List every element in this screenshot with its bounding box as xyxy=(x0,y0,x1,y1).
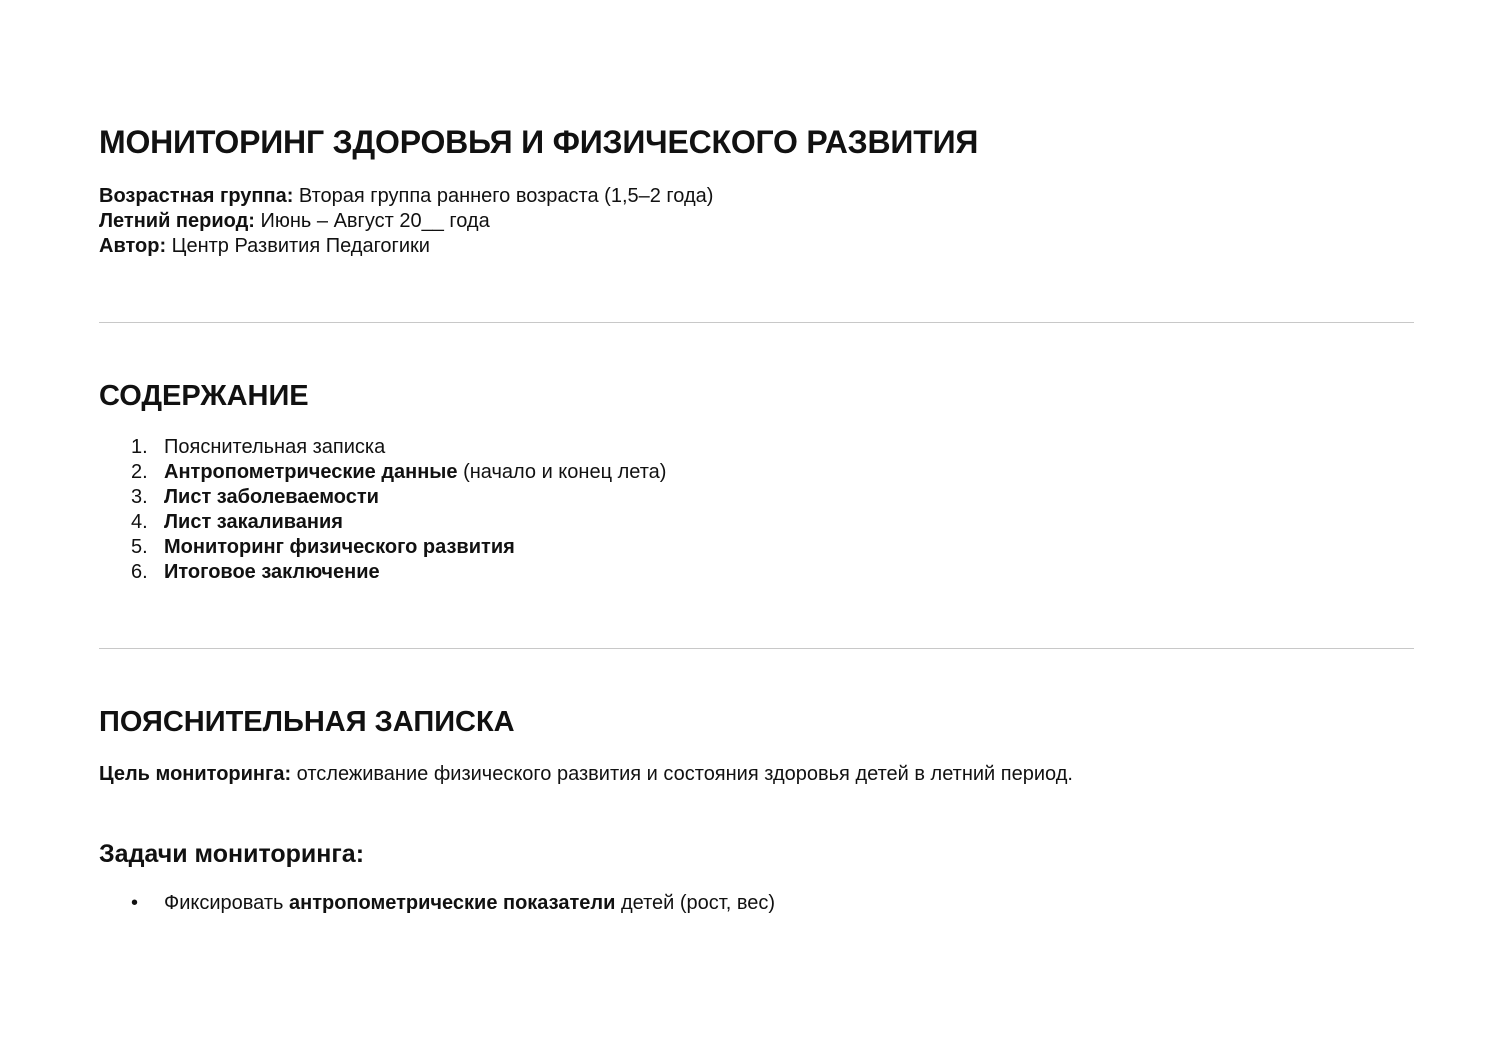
toc-list xyxy=(99,435,666,585)
toc-item xyxy=(99,560,666,585)
toc-item-bold: Антропометрические данные xyxy=(164,461,458,483)
toc-item-text: Пояснительная записка xyxy=(164,436,386,458)
section-divider xyxy=(99,322,1414,323)
bullet-icon: • xyxy=(131,892,139,914)
document-meta xyxy=(99,184,713,259)
goal-text: отслеживание физического развития и состояния здоровья детей в летний период. xyxy=(291,763,1073,785)
meta-author xyxy=(99,234,713,259)
toc-item xyxy=(99,535,666,560)
task-item xyxy=(99,891,775,916)
meta-period xyxy=(99,209,713,234)
toc-item xyxy=(99,460,666,485)
task-text-before: Фиксировать xyxy=(164,892,289,914)
toc-item xyxy=(99,485,666,510)
toc-item-text: (начало и конец лета) xyxy=(457,461,667,483)
toc-item-bold: Итоговое заключение xyxy=(164,561,380,583)
toc-heading: СОДЕРЖАНИЕ xyxy=(99,380,309,412)
toc-item-number: 2. xyxy=(131,461,148,483)
toc-item xyxy=(99,510,666,535)
note-heading: ПОЯСНИТЕЛЬНАЯ ЗАПИСКА xyxy=(99,706,515,738)
document-title: МОНИТОРИНГ ЗДОРОВЬЯ И ФИЗИЧЕСКОГО РАЗВИТИЯ xyxy=(99,124,979,160)
task-text-after: детей (рост, вес) xyxy=(615,892,776,914)
toc-item-bold: Лист закаливания xyxy=(164,511,343,533)
toc-item-number: 3. xyxy=(131,486,148,508)
toc-item-bold: Лист заболеваемости xyxy=(164,486,379,508)
task-text-bold: антропометрические показатели xyxy=(289,892,616,914)
meta-author-value: Центр Развития Педагогики xyxy=(166,235,430,257)
monitoring-goal xyxy=(99,762,1073,787)
meta-period-label: Летний период: xyxy=(99,210,255,232)
goal-label: Цель мониторинга: xyxy=(99,763,292,785)
toc-item-number: 1. xyxy=(131,436,148,458)
section-divider xyxy=(99,648,1414,649)
meta-age-group-value: Вторая группа раннего возраста (1,5–2 года) xyxy=(293,185,714,207)
tasks-heading: Задачи мониторинга: xyxy=(99,840,365,868)
toc-item xyxy=(99,435,666,460)
toc-item-number: 6. xyxy=(131,561,148,583)
meta-period-value: Июнь – Август 20__ года xyxy=(254,210,490,232)
meta-age-group-label: Возрастная группа: xyxy=(99,185,294,207)
toc-item-number: 5. xyxy=(131,536,148,558)
toc-item-bold: Мониторинг физического развития xyxy=(164,536,515,558)
tasks-list xyxy=(99,891,775,916)
meta-age-group xyxy=(99,184,713,209)
toc-item-number: 4. xyxy=(131,511,148,533)
meta-author-label: Автор: xyxy=(99,235,167,257)
